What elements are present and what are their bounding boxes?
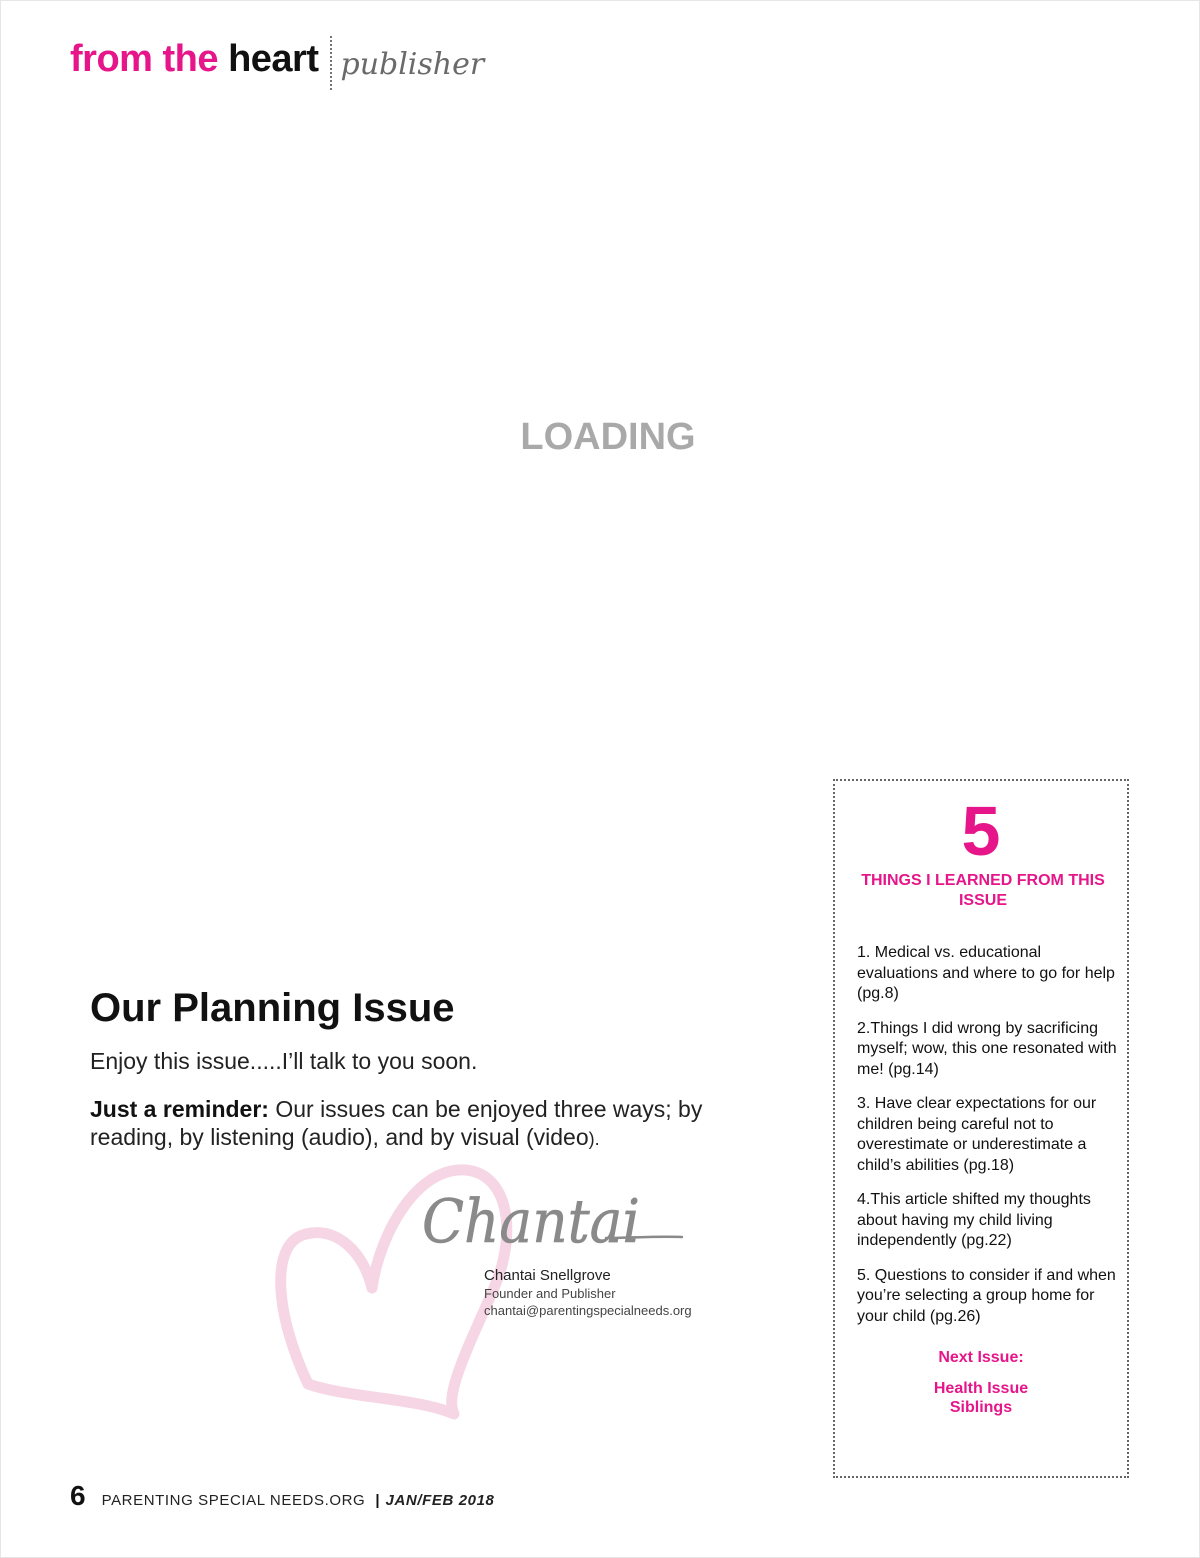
reminder-label: Just a reminder:	[90, 1096, 269, 1122]
signature-role: Founder and Publisher	[484, 1286, 616, 1301]
things-title: THINGS I LEARNED FROM THIS ISSUE	[861, 872, 1105, 909]
page-footer	[70, 1480, 494, 1512]
signature-autograph: Chantai	[422, 1187, 640, 1257]
reminder-text: Our issues can be enjoyed three ways; by reading, by listening (audio), and by visual (video	[90, 1096, 703, 1150]
column-title	[70, 36, 318, 82]
section-label: publisher	[340, 47, 485, 82]
things-learned-box	[833, 779, 1129, 1478]
list-item: 1. Medical vs. educational evaluations and where to go for help (pg.8)	[857, 944, 1115, 1002]
article-intro: Enjoy this issue.....I’ll talk to you soon.	[90, 1048, 478, 1074]
article-reminder	[90, 1095, 780, 1153]
list-item: 5. Questions to consider if and when you’re selecting a group home for your child (pg.26)	[857, 1266, 1116, 1325]
things-count: 5	[961, 792, 1001, 870]
column-title-black: heart	[228, 38, 319, 80]
list-item: 3. Have clear expectations for our children being careful not to overestimate or underestimate a child’s abilities (pg.18)	[857, 1095, 1097, 1174]
column-title-pink: from the	[70, 38, 218, 80]
footer-issue-date: JAN/FEB 2018	[385, 1492, 495, 1509]
footer-separator: |	[375, 1492, 380, 1509]
next-issue-topics	[835, 1379, 1127, 1417]
next-issue-label: Next Issue:	[938, 1349, 1024, 1366]
next-issue-topic: Siblings	[949, 1399, 1013, 1416]
signature-email: chantai@parentingspecialneeds.org	[484, 1303, 692, 1318]
signature-name: Chantai Snellgrove	[484, 1267, 611, 1284]
reminder-end: ).	[588, 1129, 600, 1149]
page-number: 6	[70, 1480, 86, 1511]
handwritten-signature	[418, 1180, 688, 1260]
header-divider	[330, 36, 332, 90]
footer-site: PARENTING SPECIAL NEEDS.ORG	[101, 1492, 366, 1509]
article-heading: Our Planning Issue	[90, 986, 455, 1030]
list-item: 4.This article shifted my thoughts about having my child living independently (pg.22)	[857, 1191, 1091, 1249]
loading-text: LOADING	[520, 416, 696, 458]
list-item: 2.Things I did wrong by sacrificing myself; wow, this one resonated with me! (pg.14)	[857, 1019, 1117, 1078]
things-list	[857, 943, 1117, 1341]
page-header	[70, 36, 484, 92]
next-issue-topic: Health Issue	[933, 1380, 1029, 1397]
